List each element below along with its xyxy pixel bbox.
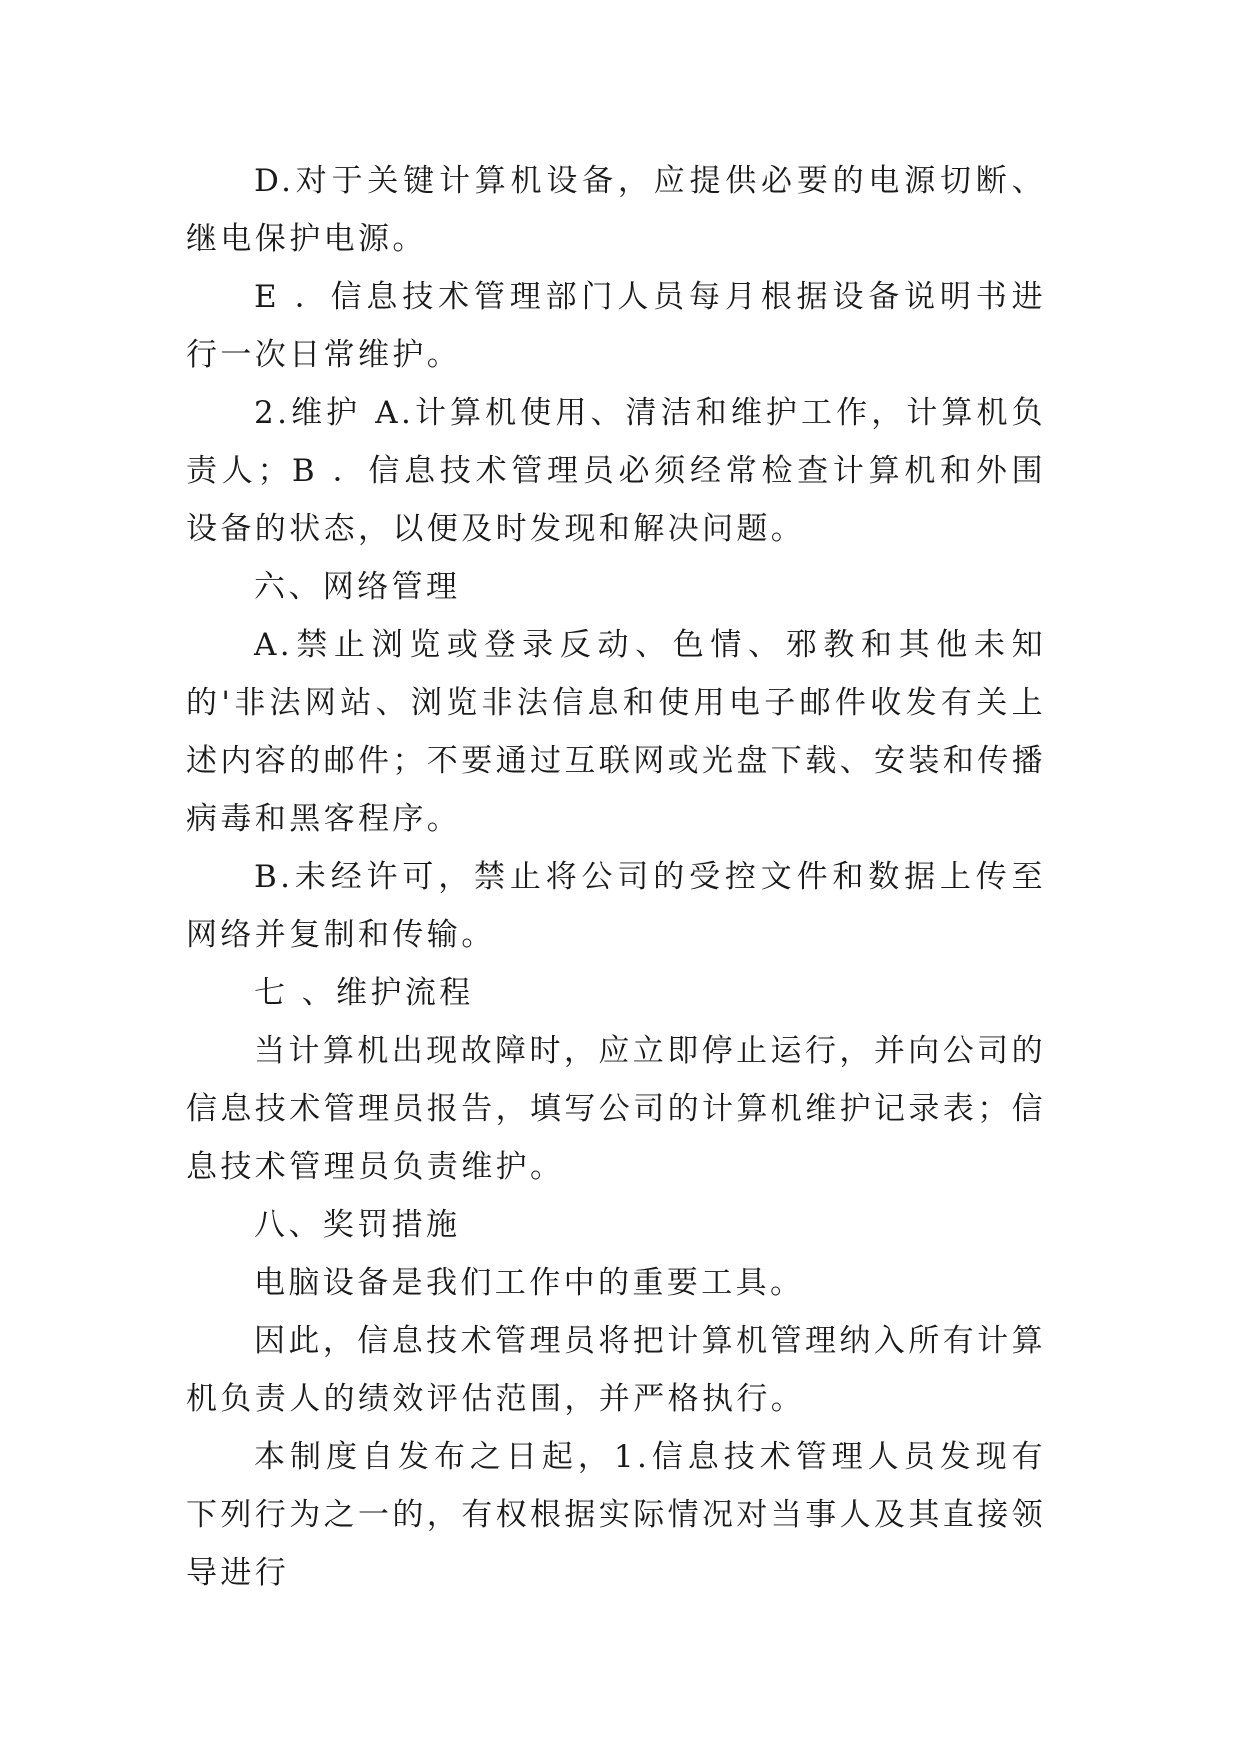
paragraph-prohibited-browsing: A.禁止浏览或登录反动、色情、邪教和其他未知的'非法网站、浏览非法信息和使用电子邮件收发有关上述内容的邮件；不要通过互联网或光盘下载、安装和传播病毒和黑客程序。 [186, 627, 1046, 837]
paragraph-fault-reporting: 当计算机出现故障时，应立即停止运行，并向公司的信息技术管理员报告，填写公司的计算机维护记录表；信息技术管理员负责维护。 [186, 1033, 1046, 1185]
paragraph-monthly-maintenance: E ．信息技术管理部门人员每月根据设备说明书进行一次日常维护。 [186, 279, 1046, 373]
section-heading-rewards-penalties: 八、奖罚措施 [254, 1207, 461, 1243]
paragraph-important-tools: 电脑设备是我们工作中的重要工具。 [254, 1265, 805, 1301]
paragraph-effective-date: 本制度自发布之日起，1.信息技术管理人员发现有下列行为之一的，有权根据实际情况对当事人及其直接领导进行 [186, 1439, 1046, 1591]
section-heading-network-management: 六、网络管理 [254, 569, 461, 605]
paragraph-upload-restriction: B.未经许可，禁止将公司的受控文件和数据上传至网络并复制和传输。 [186, 859, 1046, 953]
paragraph-power-protection: D.对于关键计算机设备，应提供必要的电源切断、继电保护电源。 [186, 163, 1046, 257]
section-heading-maintenance-process: 七 、维护流程 [254, 975, 474, 1011]
paragraph-maintenance-duties: 2.维护 A.计算机使用、清洁和维护工作，计算机负责人；B ．信息技术管理员必须经常检查计算机和外围设备的状态，以便及时发现和解决问题。 [186, 395, 1046, 547]
document-body [186, 152, 1046, 1602]
paragraph-performance-evaluation: 因此，信息技术管理员将把计算机管理纳入所有计算机负责人的绩效评估范围，并严格执行。 [186, 1323, 1046, 1417]
